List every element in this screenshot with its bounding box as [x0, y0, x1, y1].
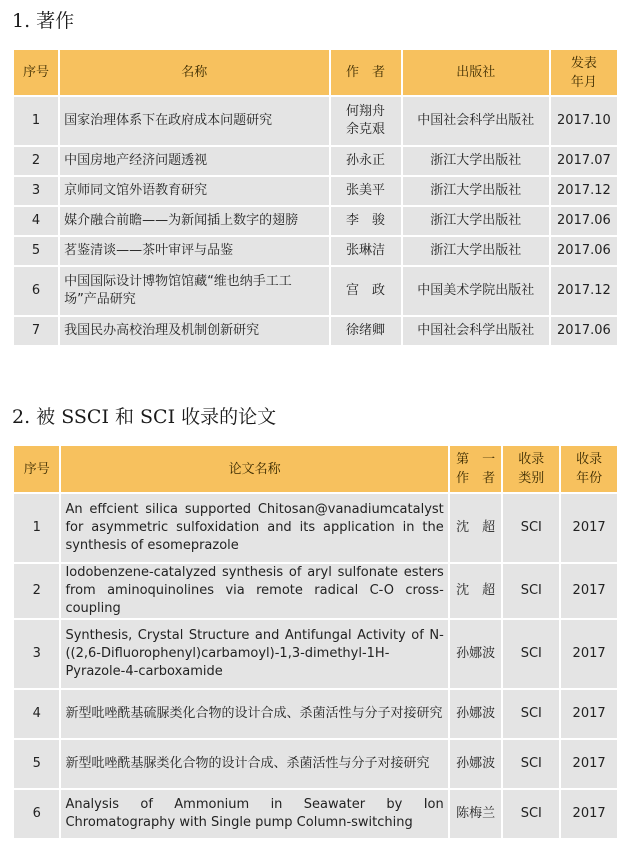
- table-row: [14, 690, 617, 738]
- row-type: SCI: [503, 740, 559, 788]
- row-name: 中国国际设计博物馆馆藏“维也纳手工工场”产品研究: [60, 267, 328, 315]
- row-date: 2017.06: [551, 317, 617, 345]
- row-publisher: 浙江大学出版社: [403, 177, 549, 205]
- header-author: 作 者: [331, 50, 401, 95]
- table-row: [14, 564, 617, 618]
- row-type: SCI: [503, 564, 559, 618]
- row-index: 5: [14, 237, 58, 265]
- row-type: SCI: [503, 690, 559, 738]
- row-paper-name: An effcient silica supported Chitosan@vanadiumcatalyst for asymmetric sulfoxidation and its application in the synthesis of esomeprazole: [61, 494, 447, 562]
- row-year: 2017: [561, 690, 617, 738]
- row-author: 陈梅兰: [450, 790, 502, 838]
- row-year: 2017: [561, 494, 617, 562]
- row-index: 6: [14, 790, 59, 838]
- row-author: 孙娜波: [450, 620, 502, 688]
- table-row: [14, 317, 617, 345]
- row-type: SCI: [503, 790, 559, 838]
- row-publisher: 浙江大学出版社: [403, 237, 549, 265]
- papers-table-header: [14, 446, 617, 492]
- row-index: 2: [14, 147, 58, 175]
- row-date: 2017.07: [551, 147, 617, 175]
- books-table-header: [14, 50, 617, 95]
- row-type: SCI: [503, 620, 559, 688]
- row-author: 张美平: [331, 177, 401, 205]
- row-author: 沈 超: [450, 494, 502, 562]
- table-row: [14, 790, 617, 838]
- header-date-line2: 年月: [570, 74, 597, 90]
- row-publisher: 浙江大学出版社: [403, 147, 549, 175]
- row-index: 6: [14, 267, 58, 315]
- row-author: 沈 超: [450, 564, 502, 618]
- header-index-year: [561, 446, 617, 492]
- row-year: 2017: [561, 790, 617, 838]
- row-author: 张琳洁: [331, 237, 401, 265]
- row-paper-name: Synthesis, Crystal Structure and Antifungal Activity of N-((2,6-Difluorophenyl)carbamoyl)-1,3-dimethyl-1H-Pyrazole-4-carboxamide: [61, 620, 447, 688]
- table-row: [14, 494, 617, 562]
- row-author-line2: 余克艰: [346, 122, 386, 137]
- header-index-type-line1: 收录: [518, 452, 545, 467]
- header-index-year-line2: 年份: [576, 471, 603, 486]
- header-date: [551, 50, 617, 95]
- row-index: 1: [14, 97, 58, 145]
- header-index: 序号: [14, 50, 58, 95]
- header-first-author: [450, 446, 502, 492]
- header-publisher: 出版社: [403, 50, 549, 95]
- header-first-author-line2: 作 者: [456, 471, 496, 486]
- row-paper-name: Iodobenzene-catalyzed synthesis of aryl sulfonate esters from aminoquinolines via remote radical C-O cross-coupling: [61, 564, 447, 618]
- row-year: 2017: [561, 564, 617, 618]
- row-name: 中国房地产经济问题透视: [60, 147, 328, 175]
- table-row: [14, 207, 617, 235]
- header-index: 序号: [14, 446, 59, 492]
- row-paper-name: 新型吡唑酰基脲类化合物的设计合成、杀菌活性与分子对接研究: [61, 740, 447, 788]
- row-publisher: 中国社会科学出版社: [403, 97, 549, 145]
- row-index: 7: [14, 317, 58, 345]
- row-index: 4: [14, 690, 59, 738]
- section-title-books: 1. 著作: [12, 10, 75, 32]
- row-date: 2017.06: [551, 207, 617, 235]
- table-row: [14, 147, 617, 175]
- row-author: 孙娜波: [450, 740, 502, 788]
- header-name: 名称: [60, 50, 328, 95]
- row-publisher: 中国美术学院出版社: [403, 267, 549, 315]
- table-row: [14, 267, 617, 315]
- row-author: 宫 政: [331, 267, 401, 315]
- section-title-papers: 2. 被 SSCI 和 SCI 收录的论文: [12, 406, 277, 428]
- row-author: 孙永正: [331, 147, 401, 175]
- row-date: 2017.12: [551, 177, 617, 205]
- row-year: 2017: [561, 620, 617, 688]
- row-index: 2: [14, 564, 59, 618]
- row-name: 茗鉴清谈——茶叶审评与品鉴: [60, 237, 328, 265]
- header-index-type-line2: 类别: [518, 471, 545, 486]
- row-index: 4: [14, 207, 58, 235]
- header-index-year-line1: 收录: [576, 452, 603, 467]
- papers-table: [12, 444, 619, 840]
- header-index-type: [503, 446, 559, 492]
- row-author: 徐绪卿: [331, 317, 401, 345]
- row-name: 媒介融合前瞻——为新闻插上数字的翅膀: [60, 207, 328, 235]
- row-author: 孙娜波: [450, 690, 502, 738]
- row-date: 2017.10: [551, 97, 617, 145]
- header-first-author-line1: 第 一: [456, 452, 496, 467]
- table-row: [14, 177, 617, 205]
- row-author: [331, 97, 401, 145]
- row-date: 2017.06: [551, 237, 617, 265]
- row-index: 3: [14, 620, 59, 688]
- row-date: 2017.12: [551, 267, 617, 315]
- row-name: 我国民办高校治理及机制创新研究: [60, 317, 328, 345]
- row-index: 3: [14, 177, 58, 205]
- row-publisher: 中国社会科学出版社: [403, 317, 549, 345]
- row-author-line1: 何翔舟: [346, 104, 386, 119]
- table-row: [14, 97, 617, 145]
- header-date-line1: 发表: [570, 55, 597, 71]
- table-row: [14, 740, 617, 788]
- row-paper-name: 新型吡唑酰基硫脲类化合物的设计合成、杀菌活性与分子对接研究: [61, 690, 447, 738]
- row-year: 2017: [561, 740, 617, 788]
- row-paper-name: Analysis of Ammonium in Seawater by Ion Chromatography with Single pump Column-switching: [61, 790, 447, 838]
- table-row: [14, 237, 617, 265]
- books-table: [12, 48, 619, 347]
- row-name: 京师同文馆外语教育研究: [60, 177, 328, 205]
- row-publisher: 浙江大学出版社: [403, 207, 549, 235]
- header-paper-name: 论文名称: [61, 446, 447, 492]
- table-row: [14, 620, 617, 688]
- row-index: 5: [14, 740, 59, 788]
- row-author: 李 骏: [331, 207, 401, 235]
- row-name: 国家治理体系下在政府成本问题研究: [60, 97, 328, 145]
- row-type: SCI: [503, 494, 559, 562]
- row-index: 1: [14, 494, 59, 562]
